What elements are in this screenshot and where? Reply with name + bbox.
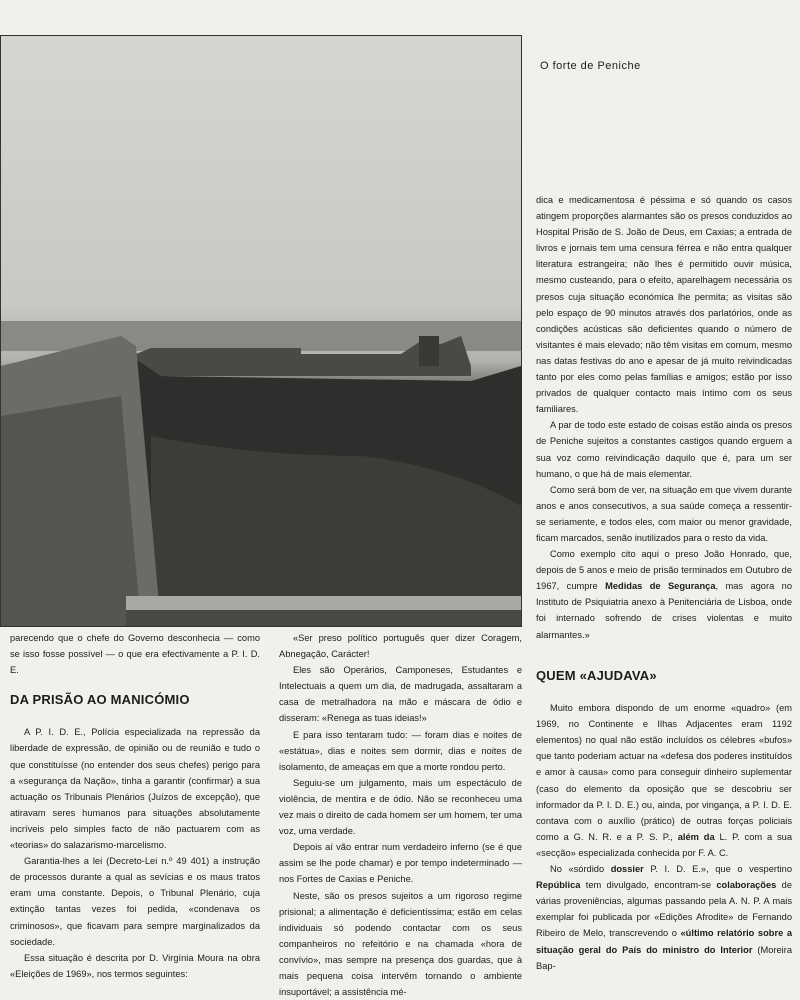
paragraph: Garantia-lhes a lei (Decreto-Lei n.º 49 401) a instrução de processos durante a qual as sevícias e os maus tratos eram uma constante. Depois, o Tribunal Plenário, cuja extinção tantas vezes foi pedida, «condenava os criminosos», que ficavam para sempre marginalizados da sociedade. bbox=[10, 853, 260, 950]
article-column-right-bottom bbox=[536, 668, 792, 974]
section-heading: DA PRISÃO AO MANICÓMIO bbox=[10, 692, 260, 708]
paragraph: Como será bom de ver, na situação em que vivem durante anos e anos consecutivos, a sua saúde começa a ressentir-se seriamente, e todos eles, com maior ou menor gravidade, ficam marcados, senão inutilizados para o resto da vida. bbox=[536, 482, 792, 546]
article-column-middle bbox=[279, 630, 522, 1000]
paragraph: Eles são Operários, Camponeses, Estudantes e Intelectuais a quem um dia, de madrugada, assaltaram a casa de metralhadora na mão e máscara de ódio e disseram: «Renega as tuas ideias!» bbox=[279, 662, 522, 726]
paragraph: Como exemplo cito aqui o preso João Honrado, que, depois de 5 anos e meio de prisão terminados em Outubro de 1967, cumpre Medidas de Segurança, mas agora no Instituto de Psiquiatria anexo à Penitenciária de Lisboa, onde foi internado sofrendo de crises violentas e muito alarmantes.» bbox=[536, 546, 792, 643]
paragraph: Muito embora dispondo de um enorme «quadro» (em 1969, no Continente e Ilhas Adjacentes eram 1192 elementos) no qual não estão incluídos os célebres «bufos» que tanto poderiam actuar na «defesa dos poderes instituídos e amor à causa» como para conseguir dinheiro suplementar (caso do elemento da oposição que se descobriu ser informador da P. I. D. E.) ou, ainda, por vingança, a P. I. D. E. contava com o auxílio (prático) de outras forças policiais como a G. N. R. e a P. S. P., além da L. P. com a sua «secção» especializada conhecida por F. A. C. bbox=[536, 700, 792, 861]
paragraph: Depois aí vão entrar num verdadeiro inferno (se é que assim se lhe pode chamar) e por tempo indeterminado — nos Fortes de Caxias e Peniche. bbox=[279, 839, 522, 887]
section-heading: QUEM «AJUDAVA» bbox=[536, 668, 792, 684]
paragraph: A P. I. D. E., Polícia especializada na repressão da liberdade de expressão, de opinião ou de reunião e tudo o que constituísse (no entender dos seus chefes) perigo para a «segurança da Nação», tinha a garantir (confirmar) a sua actuação os Tribunais Plenários (Juízos de excepção), que atiravam seres humanos para situações absolutamente incríveis pelo simples facto de não pactuarem com as «teorias» do salazarismo-marcelismo. bbox=[10, 724, 260, 853]
photo-caption: O forte de Peniche bbox=[540, 60, 641, 72]
paragraph: dica e medicamentosa é péssima e só quando os casos atingem proporções alarmantes são os presos conduzidos ao Hospital Prisão de S. João de Deus, em Caxias; a entrada de livros e jornais tem uma censura férrea e não entra qualquer literatura estrangeira; não lhes é permitido ouvir música, mesmo custeando, para o efeito, aparelhagem necessária os presos cuja situação económica lhe permita; as visitas são pelo espaço de 90 minutos através dos parlatórios, onde as condições acústicas são deficientes quando o número de visitantes é mais elevado; não têm visitas em comum, mesmo nas datas festivas do ano e apesar de já muito reivindicadas tanto por eles como pelas famílias e amigos; estão por isso privados de qualquer contacto mais íntimo com os seus familiares. bbox=[536, 192, 792, 417]
paragraph: «Ser preso político português quer dizer Coragem, Abnegação, Carácter! bbox=[279, 630, 522, 662]
paragraph: No «sórdido dossier P. I. D. E.», que o vespertino República tem divulgado, encontram-se colaborações de várias proveniências, algumas passando pela A. N. P. A mais exemplar foi publicada por «Edições Afrodite» de Fernando Ribeiro de Melo, transcrevendo o «último relatório sobre a situação geral do País do ministro do Interior (Moreira Bap- bbox=[536, 861, 792, 974]
article-column-left bbox=[10, 630, 260, 982]
paragraph: Seguiu-se um julgamento, mais um espectáculo de violência, de mentira e de ódio. Não se reconheceu uma vez mais o direito de cada homem ser um homem, ter uma voz, uma verdade. bbox=[279, 775, 522, 839]
paragraph: Essa situação é descrita por D. Virgínia Moura na obra «Eleições de 1969», nos termos seguintes: bbox=[10, 950, 260, 982]
paragraph: E para isso tentaram tudo: — foram dias e noites de «estátua», dias e noites sem dormir, dias e noites de isolamento, de ameaças em que a morte rondou perto. bbox=[279, 727, 522, 775]
article-column-right-top bbox=[536, 192, 792, 643]
paragraph: parecendo que o chefe do Governo desconhecia — como se isso fosse possível — o que era efectivamente a P. I. D. E. bbox=[10, 630, 260, 678]
fort-photo bbox=[0, 35, 522, 627]
paragraph: A par de todo este estado de coisas estão ainda os presos de Peniche sujeitos a constantes castigos quando erguem a sua voz como reivindicação daquilo que é, para um ser humano, o que há de mais elementar. bbox=[536, 417, 792, 481]
paragraph: Neste, são os presos sujeitos a um rigoroso regime prisional; a alimentação é deficientíssima; estão em celas individuais só podendo contactar com os seus companheiros no refeitório e na chamada «hora de convívio», mas sempre na presença dos guardas, que à mais pequena coisa intervêm tornando o ambiente insuportável; a assistência mé- bbox=[279, 888, 522, 1000]
